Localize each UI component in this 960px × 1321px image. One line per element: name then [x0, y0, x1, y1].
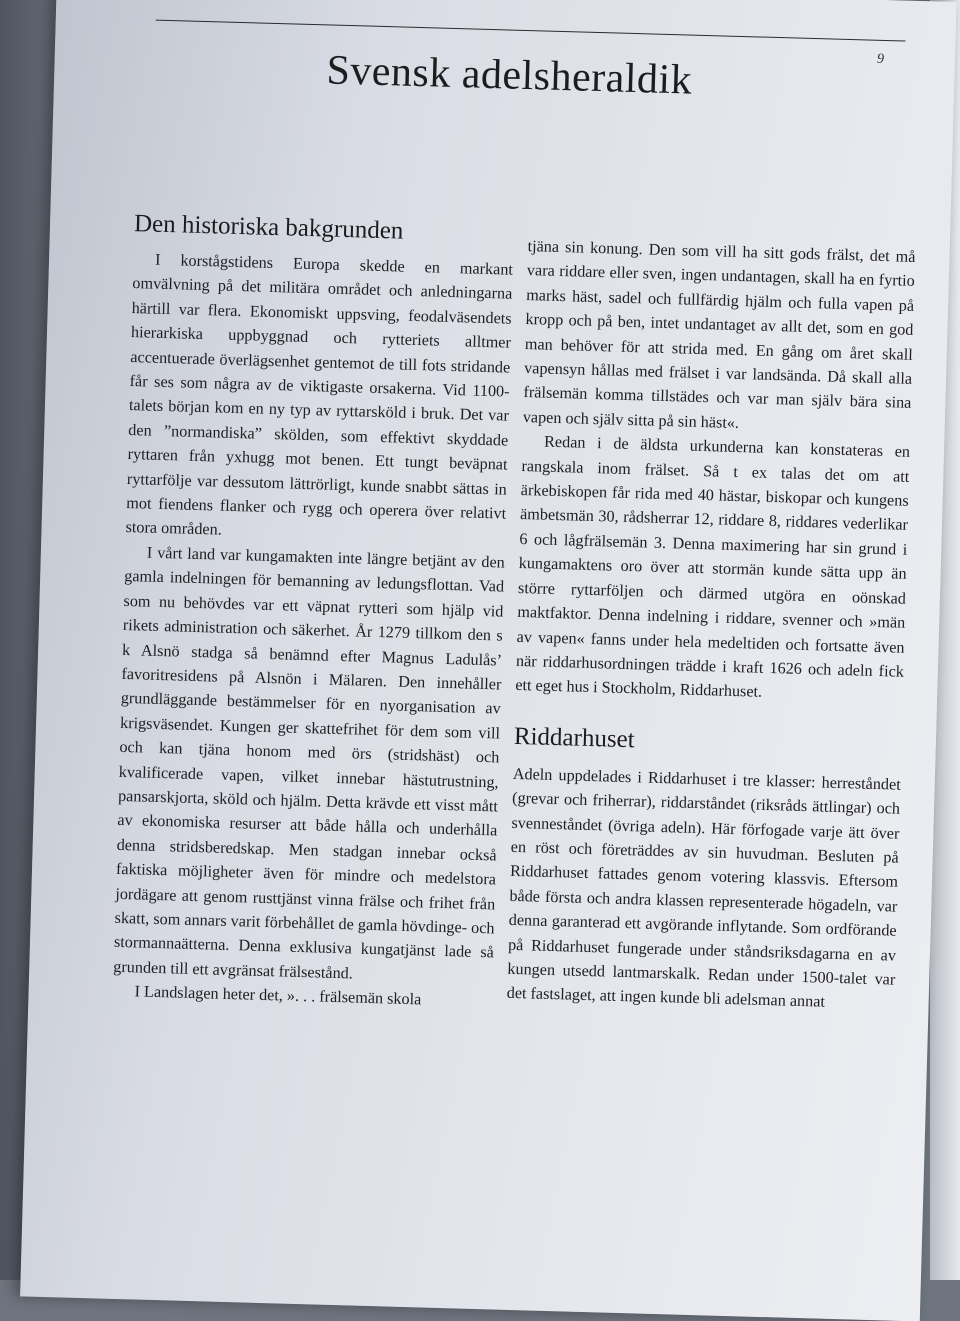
page-number: 9 [876, 51, 885, 67]
paragraph: tjäna sin konung. Den som vill ha sitt gods frälst, det må vara riddare eller sven, ingen undantagen, skall ha en fyrtio marks häst, sadel och fullfärdig hjälm och fulla vapen på kropp och på ben, intet undantaget av allt det, som en god man behöver för att strida med. En gång om året skall vapensyn hållas med frälset i var landsända. Då skall alla frälsemän komma tillstädes och var man själv bära sina vapen och själv sitta på sin häst«. [522, 237, 916, 432]
paragraph: Adeln uppdelades i Riddarhuset i tre klasser: herreståndet (grevar och friherrar), riddarståndet (riksråds ättlingar) och svenneståndet (övriga adeln). Här förfogade varje ätt över en röst och företräddes av sin huvudman. Besluten på Riddarhuset fattades genom votering klassvis. Eftersom både första och andra klassen representerade högadeln, var denna garanterad ett avgörande inflytande. Som ordförande på Riddarhuset fungerade under ståndsriksdagarna en av kungen utsedd lantmarskalk. Redan under 1500-talet var det fastslaget, att ingen kunde bli adelsman annat [506, 764, 901, 1012]
right-column [506, 234, 915, 1016]
header-rule [156, 20, 906, 42]
left-column [112, 207, 514, 1014]
paragraph: I korstågstidens Europa skedde en markant omvälvning på det militära området och anledningarna härtill var flera. Ekonomiskt uppsving, feodalväsendets hierarkiska uppbyggnad och rytteriets alltmer accentuerade överlägsenhet gentemot de till fots stridande får ses som några av de viktigaste orsakerna. Vid 1100-talets början kom en ny typ av ryttarsköld i bruk. Det var den ”normandiska” skölden, som effektivt skyddade ryttaren från yxhugg mot benen. Ett tungt beväpnat ryttarfölje var dessutom lättrörligt, kunde snabbt sättas in mot fiendens flanker och rygg och operera över relativt stora områden. [125, 250, 514, 540]
section-heading-riddarhuset: Riddarhuset [513, 722, 636, 753]
page-title: Svensk adelsheraldik [325, 47, 693, 104]
paragraph: I Landslagen heter det, ». . . frälsemän skola [134, 982, 422, 1009]
section-heading-historical-background: Den historiska bakgrunden [133, 210, 404, 245]
paragraph: Redan i de äldsta urkunderna kan konstateras en rangskala inom frälset. Så t ex talas det om att ärkebiskopen får rida med 40 hästar, biskopar och kungens ämbetsmän 30, rådsherrar 12, riddare 8, riddares vederlikar 6 och lågfrälsemän 3. Denna maximering har sin grund i kungamaktens oro över att stormän kunde sätta upp än större ryttarföljen och därmed utgöra en oönskad maktfaktor. Denna indelning i riddare, svenner och »män av vapen« fanns under hela medeltiden och fortsatte även när riddarhusordningen trädde i kraft 1626 och adeln fick ett eget hus i Stockholm, Riddarhuset. [515, 432, 911, 702]
paragraph: I vårt land var kungamakten inte längre betjänt av den gamla indelningen för bemanning av ledungsflottan. Vad som nu behövdes var ett väpnat rytteri som hjälp vid rikets administration och säkerhet. År 1279 tillkom den s k Alsnö stadga så benämnd efter Magnus Ladulås’ favoritresidens på Alsnön i Mälaren. Den innehåller grundläggande bestämmelser för en nyorganisation av krigsväsendet. Kungen ger skattefrihet för dem som vill och kan tjäna honom med örs (stridshäst) och kvalificerade vapen, vilket innebar hästutrustning, pansarskjorta, sköld och hjälm. Detta krävde ett visst mått av ekonomiska resurser att både hålla och underhålla denna stridsberedskap. Men stadgan innebar också faktiska möjligheter även för mindre och medelstora jordägare att genom rusttjänst vinna frälse och frihet från skatt, som annars varit förbehållet de gamla hövdinge- och stormannaätterna. Denna exklusiva kungatjänst lade så grunden till ett avgränsat frälsestånd. [113, 543, 506, 983]
book-page [20, 0, 957, 1321]
